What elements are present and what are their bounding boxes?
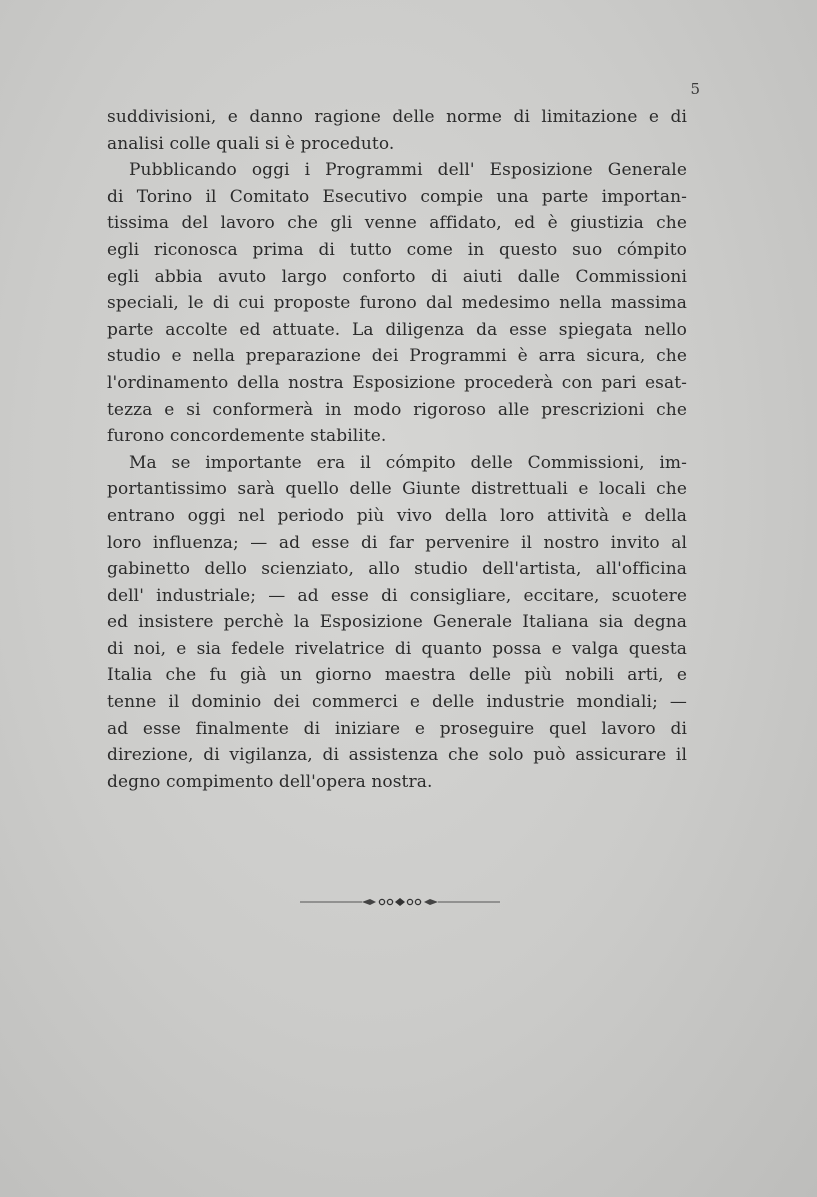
paragraph-start-line: Ma se importante era il cómpito delle Commissioni, im- <box>129 452 687 473</box>
text-line: Italia che fu già un giorno maestra delle più nobili arti, e <box>107 665 687 686</box>
text-line: tenne il dominio dei commerci e delle industrie mondiali; — <box>107 692 687 713</box>
text-line: furono concordemente stabilite. <box>107 426 387 447</box>
text-line: gabinetto dello scienziato, allo studio dell'artista, all'officina <box>107 559 687 580</box>
text-line: di Torino il Comitato Esecutivo compie una parte importan- <box>107 186 687 207</box>
decorative-rule-icon <box>300 895 500 909</box>
text-line: studio e nella preparazione dei Programmi è arra sicura, che <box>107 346 687 367</box>
text-line: entrano oggi nel periodo più vivo della loro attività e della <box>107 505 687 526</box>
text-line: tissima del lavoro che gli venne affidato, ed è giustizia che <box>107 213 687 234</box>
text-line: ed insistere perchè la Esposizione Generale Italiana sia degna <box>107 612 687 633</box>
text-line: dell' industriale; — ad esse di consigliare, eccitare, scuotere <box>107 585 687 606</box>
text-line: tezza e si conformerà in modo rigoroso alle prescrizioni che <box>107 399 687 420</box>
text-line: analisi colle quali si è proceduto. <box>107 133 395 154</box>
text-line: l'ordinamento della nostra Esposizione procederà con pari esat- <box>107 372 687 393</box>
text-line: egli riconosca prima di tutto come in questo suo cómpito <box>107 239 687 260</box>
text-line: degno compimento dell'opera nostra. <box>107 771 433 792</box>
body-text <box>107 104 687 795</box>
text-line: suddivisioni, e danno ragione delle norme di limitazione e di <box>107 107 687 127</box>
text-line: portantissimo sarà quello delle Giunte distrettuali e locali che <box>107 479 687 500</box>
text-line: ad esse finalmente di iniziare e proseguire quel lavoro di <box>107 718 687 739</box>
text-line: loro influenza; — ad esse di far pervenire il nostro invito al <box>107 532 687 553</box>
text-line: di noi, e sia fedele rivelatrice di quanto possa e valga questa <box>107 638 687 659</box>
page-number: 5 <box>690 80 700 98</box>
paragraph-start-line: Pubblicando oggi i Programmi dell' Esposizione Generale <box>129 160 687 181</box>
text-line: speciali, le di cui proposte furono dal medesimo nella massima <box>107 293 687 314</box>
text-line: direzione, di vigilanza, di assistenza che solo può assicurare il <box>107 745 687 766</box>
text-line: egli abbia avuto largo conforto di aiuti dalle Commissioni <box>107 266 687 287</box>
text-line: parte accolte ed attuate. La diligenza da esse spiegata nello <box>107 319 687 340</box>
